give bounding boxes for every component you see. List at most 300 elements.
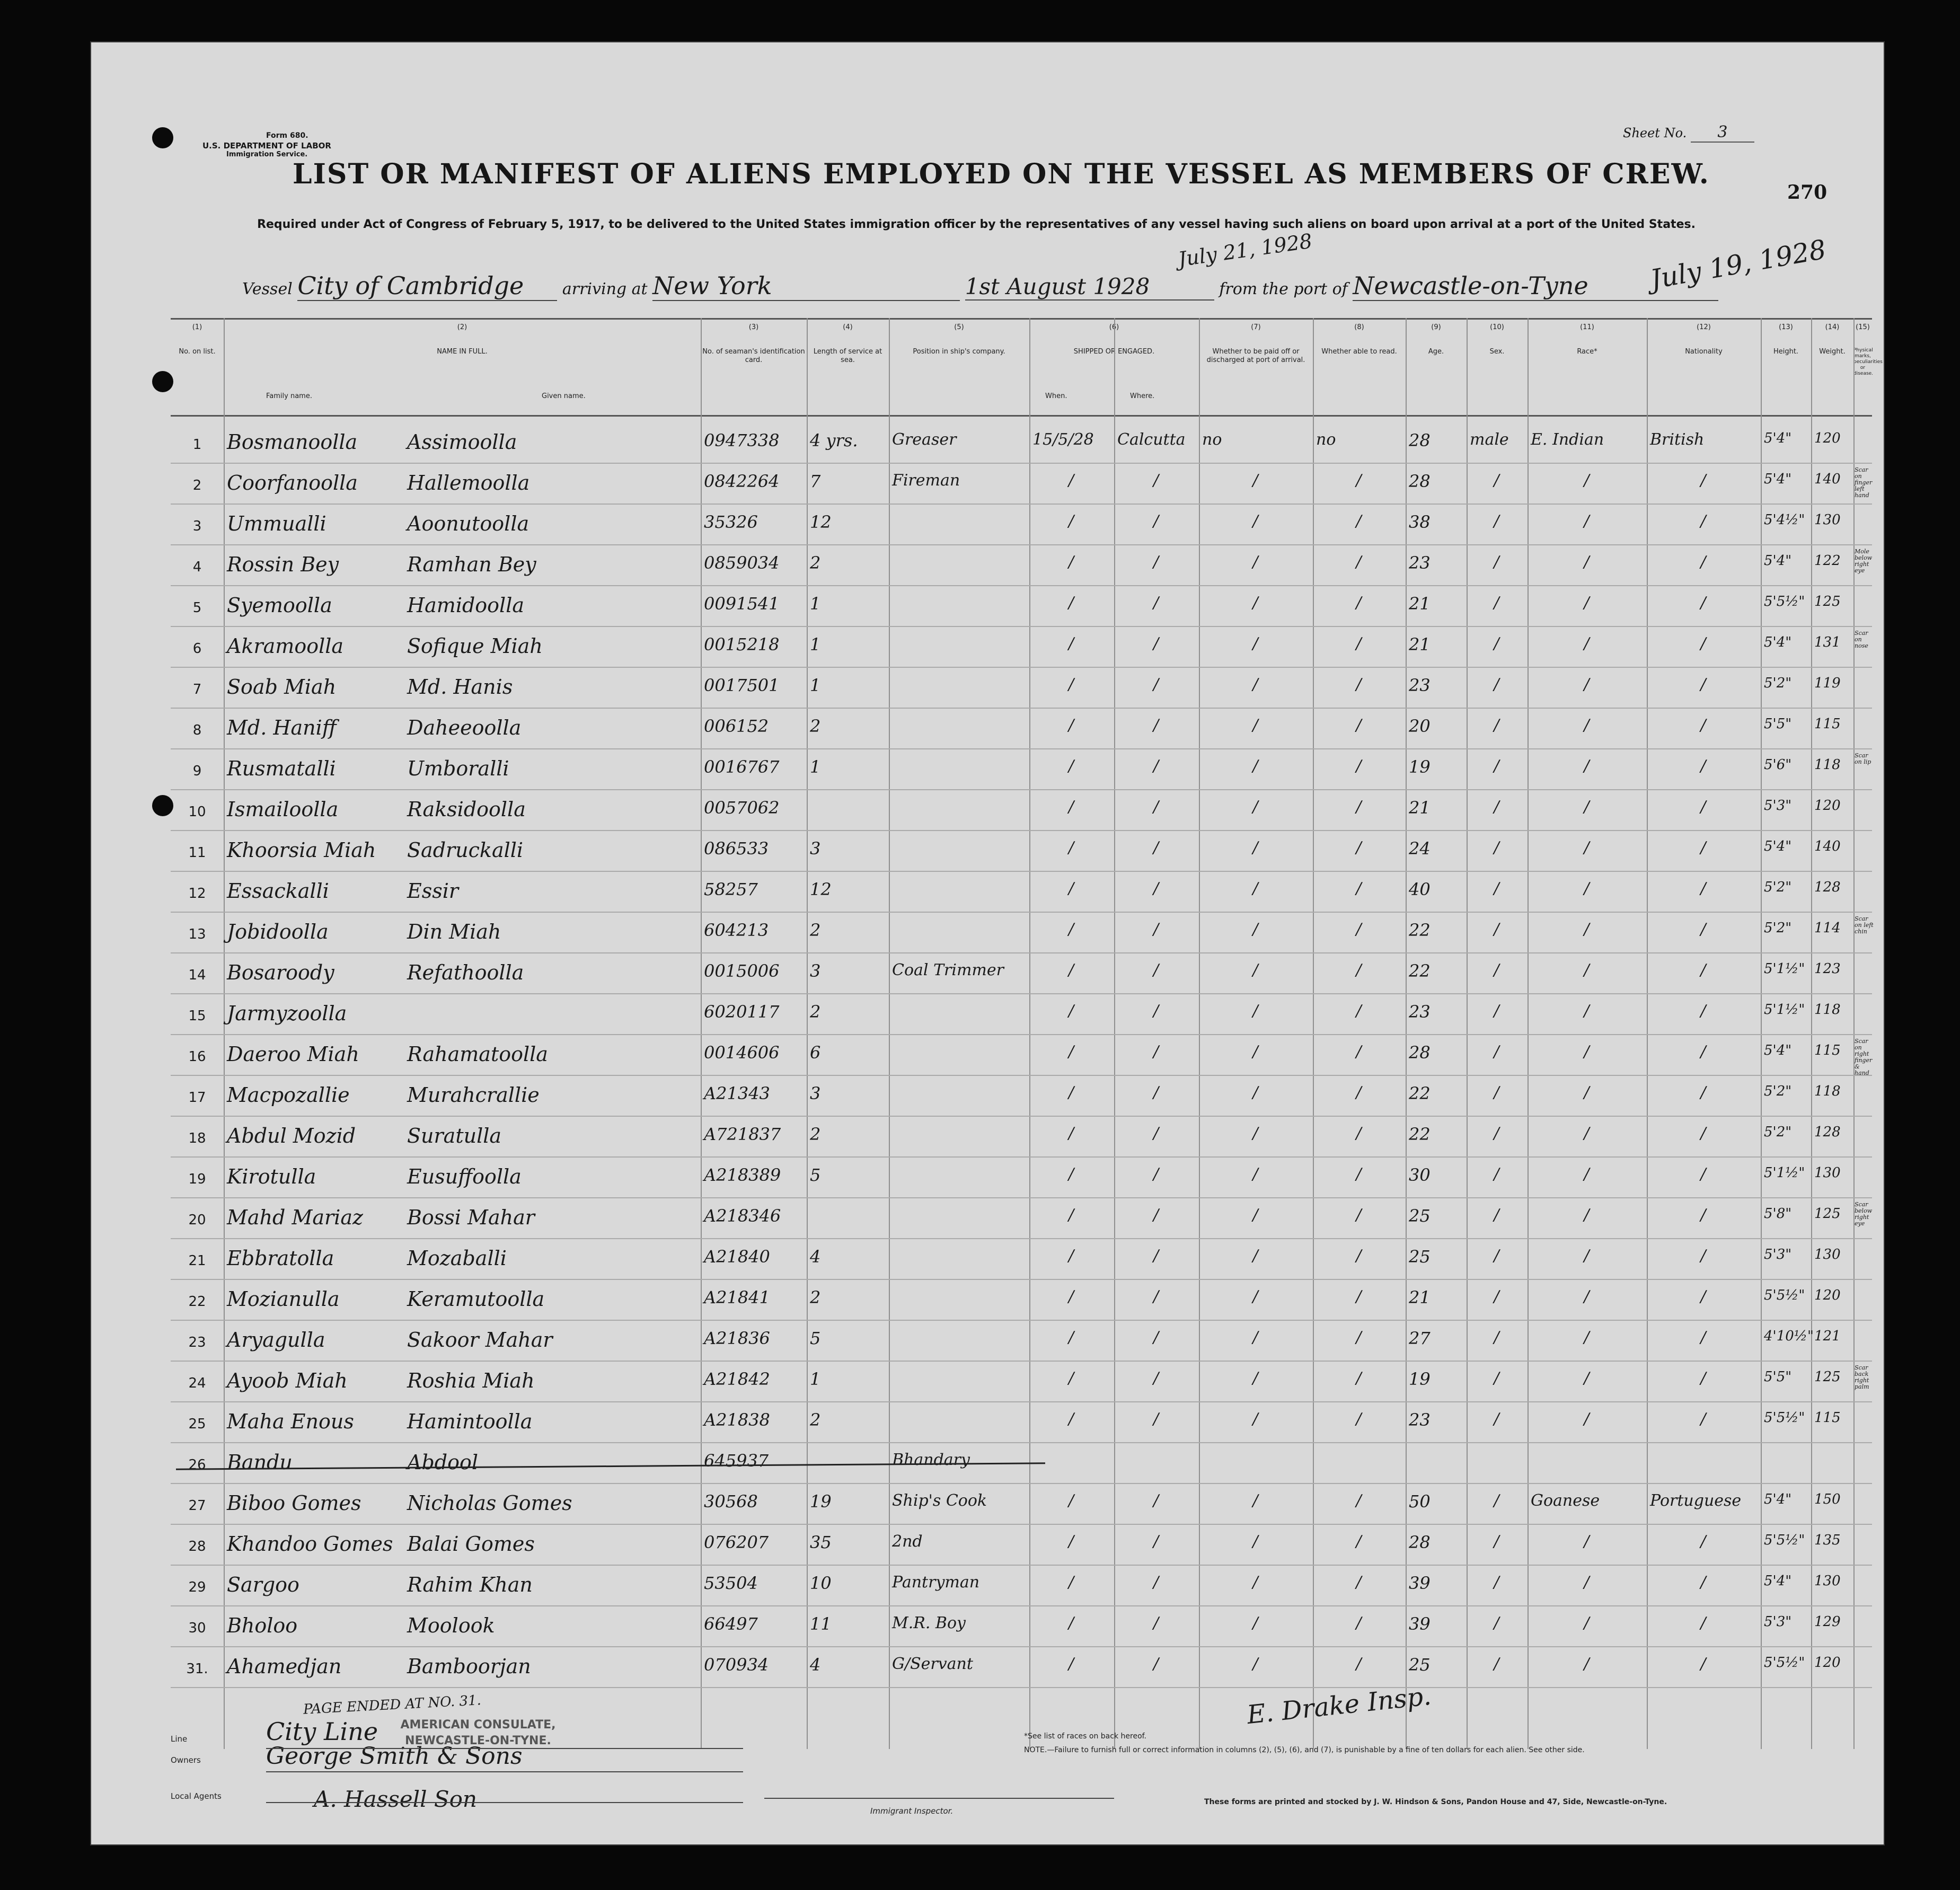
cell-paid	[1202, 757, 1310, 775]
cell-race	[1531, 920, 1644, 939]
ditto-mark: /	[1700, 1573, 1706, 1592]
table-row	[91, 996, 1884, 1037]
table-row	[91, 425, 1884, 466]
cell-weight: 125	[1814, 1369, 1841, 1385]
cell-height: 5'1½"	[1764, 1002, 1805, 1018]
column-header	[1528, 323, 1647, 356]
cell-race	[1531, 1206, 1644, 1224]
ditto-mark: /	[1494, 553, 1499, 571]
ditto-mark: /	[1584, 1532, 1590, 1551]
cell-family: Daeroo Miah	[227, 1043, 359, 1066]
cell-where	[1117, 798, 1196, 816]
cell-where	[1117, 1491, 1196, 1510]
cell-where	[1117, 1165, 1196, 1184]
cell-age: 19	[1409, 757, 1431, 777]
ditto-mark: /	[1153, 1655, 1159, 1673]
ditto-mark: /	[1153, 1124, 1159, 1143]
cell-nat	[1650, 961, 1758, 979]
ditto-mark: /	[1494, 1206, 1499, 1224]
cell-height: 5'5½"	[1764, 1655, 1805, 1671]
column-header	[889, 323, 1029, 356]
ditto-mark: /	[1069, 594, 1074, 612]
ditto-mark: /	[1700, 1043, 1706, 1061]
ditto-mark: /	[1252, 1573, 1258, 1592]
cell-n: 27	[188, 1498, 206, 1514]
punch-hole	[152, 371, 173, 392]
cell-age: 24	[1409, 838, 1431, 859]
cell-position: Greaser	[892, 430, 957, 449]
cell-position: Fireman	[892, 471, 960, 490]
cell-family: Sargoo	[227, 1573, 299, 1596]
cell-height: 5'4½"	[1764, 512, 1805, 528]
cell-n: 17	[188, 1090, 206, 1106]
table-row	[91, 466, 1884, 507]
ditto-mark: /	[1356, 798, 1362, 816]
cell-paid	[1202, 512, 1310, 531]
column-label: Weight.	[1819, 348, 1846, 356]
ditto-mark: /	[1252, 1410, 1258, 1428]
cell-where	[1117, 1614, 1196, 1632]
cell-position: Ship's Cook	[892, 1491, 987, 1510]
cell-where	[1117, 1532, 1196, 1551]
cell-card: A218346	[704, 1206, 781, 1226]
cell-where	[1117, 1369, 1196, 1388]
cell-race	[1531, 1573, 1644, 1592]
ditto-mark: /	[1252, 1655, 1258, 1673]
ditto-mark: /	[1153, 1206, 1159, 1224]
cell-card: 076207	[704, 1532, 769, 1552]
cell-age: 22	[1409, 1124, 1431, 1144]
cell-read	[1316, 1655, 1402, 1673]
cell-paid	[1202, 1247, 1310, 1265]
ditto-mark: /	[1584, 512, 1590, 531]
cell-given: Refathoolla	[407, 961, 524, 984]
ditto-mark: /	[1700, 1247, 1706, 1265]
cell-weight: 128	[1814, 1124, 1841, 1140]
cell-given: Sadruckalli	[407, 838, 524, 862]
cell-sex	[1470, 1655, 1524, 1673]
cell-paid	[1202, 716, 1310, 735]
cell-height: 5'4"	[1764, 471, 1792, 487]
cell-n: 12	[188, 886, 206, 902]
ditto-mark: /	[1069, 961, 1074, 979]
column-number: (5)	[954, 323, 964, 331]
cell-read	[1316, 879, 1402, 898]
ditto-mark: /	[1069, 920, 1074, 939]
cell-service: 1	[810, 675, 821, 695]
column-number: (12)	[1697, 323, 1711, 331]
cell-card: 070934	[704, 1655, 769, 1675]
cell-service: 3	[810, 961, 821, 981]
page-ended-stamp: PAGE ENDED AT NO. 31.	[303, 1692, 482, 1718]
ditto-mark: /	[1252, 1206, 1258, 1224]
ditto-mark: /	[1153, 1287, 1159, 1306]
cell-weight: 131	[1814, 634, 1841, 650]
cell-position: Bhandary	[892, 1451, 970, 1469]
ditto-mark: /	[1700, 838, 1706, 857]
inspector-rule	[764, 1798, 1114, 1799]
cell-given: Balai Gomes	[407, 1532, 535, 1556]
ditto-mark: /	[1252, 1614, 1258, 1632]
line-label: Line	[171, 1734, 188, 1744]
cell-nat	[1650, 1247, 1758, 1265]
cell-n: 29	[188, 1579, 206, 1595]
cell-marks: Scar on finger left hand	[1855, 466, 1873, 499]
cell-n: 26	[188, 1457, 206, 1473]
cell-given: Umboralli	[407, 757, 509, 780]
punch-hole	[152, 127, 173, 148]
cell-card: 30568	[704, 1491, 758, 1512]
cell-race	[1531, 1369, 1644, 1388]
cell-card: 0057062	[704, 798, 780, 818]
cell-service: 2	[810, 1410, 821, 1430]
handwritten-date: July 19, 1928	[1648, 234, 1829, 295]
cell-service: 1	[810, 757, 821, 777]
ditto-mark: /	[1584, 1369, 1590, 1388]
cell-paid	[1202, 1410, 1310, 1428]
cell-weight: 130	[1814, 1165, 1841, 1181]
cell-when	[1032, 1083, 1111, 1102]
ditto-mark: /	[1700, 675, 1706, 694]
ditto-mark: /	[1584, 634, 1590, 653]
cell-where	[1117, 553, 1196, 571]
column-number: (8)	[1354, 323, 1364, 331]
ditto-mark: /	[1252, 757, 1258, 775]
cell-sex	[1470, 798, 1524, 816]
ditto-mark: /	[1494, 1043, 1499, 1061]
cell-position: M.R. Boy	[892, 1614, 966, 1632]
cell-card: 0947338	[704, 430, 780, 451]
cell-nat	[1650, 1655, 1758, 1673]
cell-sex	[1470, 1206, 1524, 1224]
cell-sex	[1470, 1043, 1524, 1061]
cell-age: 21	[1409, 634, 1431, 655]
cell-sex	[1470, 512, 1524, 531]
cell-race: E. Indian	[1531, 430, 1604, 449]
cell-where	[1117, 1247, 1196, 1265]
ditto-mark: /	[1356, 1287, 1362, 1306]
cell-service: 5	[810, 1328, 821, 1348]
cell-sex	[1470, 1573, 1524, 1592]
column-label: Whether able to read.	[1321, 348, 1397, 356]
subheader-when: When.	[1045, 392, 1067, 400]
cell-age: 21	[1409, 1287, 1431, 1308]
ditto-mark: /	[1494, 1165, 1499, 1184]
cell-height: 4'10½"	[1764, 1328, 1814, 1344]
inspector-signature: E. Drake Insp.	[1246, 1681, 1433, 1730]
ditto-mark: /	[1700, 961, 1706, 979]
ditto-mark: /	[1494, 1287, 1499, 1306]
cell-age: 27	[1409, 1328, 1431, 1348]
ditto-mark: /	[1700, 1614, 1706, 1632]
cell-n: 6	[192, 641, 202, 657]
cell-age: 39	[1409, 1573, 1431, 1593]
ditto-mark: /	[1356, 716, 1362, 735]
cell-age: 38	[1409, 512, 1431, 532]
cell-marks: Mole below right eye	[1855, 548, 1873, 574]
cell-nat: Portuguese	[1650, 1491, 1742, 1510]
cell-height: 5'4"	[1764, 1573, 1792, 1589]
cell-height: 5'2"	[1764, 879, 1792, 895]
ditto-mark: /	[1700, 1328, 1706, 1347]
owners-rule	[266, 1748, 743, 1749]
column-header	[1647, 323, 1761, 356]
cell-card: 0842264	[704, 471, 780, 491]
ditto-mark: /	[1356, 961, 1362, 979]
table-row	[91, 629, 1884, 670]
cell-height: 5'5½"	[1764, 594, 1805, 610]
ditto-mark: /	[1069, 798, 1074, 816]
cell-card: 0016767	[704, 757, 780, 777]
cell-family: Ismailoolla	[227, 798, 339, 821]
cell-service: 10	[810, 1573, 832, 1593]
cell-when	[1032, 675, 1111, 694]
cell-read	[1316, 798, 1402, 816]
ditto-mark: /	[1153, 879, 1159, 898]
cell-height: 5'5½"	[1764, 1287, 1805, 1303]
cell-n: 15	[188, 1008, 206, 1024]
cell-sex	[1470, 1410, 1524, 1428]
cell-read	[1316, 838, 1402, 857]
ditto-mark: /	[1153, 838, 1159, 857]
ditto-mark: /	[1494, 1369, 1499, 1388]
ditto-mark: /	[1153, 553, 1159, 571]
ditto-mark: /	[1700, 757, 1706, 775]
cell-weight: 140	[1814, 838, 1841, 854]
ditto-mark: /	[1153, 1165, 1159, 1184]
column-number: (2)	[457, 323, 467, 331]
cell-n: 19	[188, 1171, 206, 1187]
cell-race	[1531, 879, 1644, 898]
cell-nat: British	[1650, 430, 1705, 449]
cell-height: 5'2"	[1764, 1124, 1792, 1140]
ditto-mark: /	[1584, 1043, 1590, 1061]
column-label: Age.	[1428, 348, 1444, 356]
ditto-mark: /	[1700, 553, 1706, 571]
ditto-mark: /	[1069, 1083, 1074, 1102]
table-row	[91, 1364, 1884, 1405]
table-row	[91, 1445, 1884, 1486]
cell-given: Moolook	[407, 1614, 495, 1637]
ditto-mark: /	[1584, 798, 1590, 816]
cell-age: 40	[1409, 879, 1431, 899]
ditto-mark: /	[1494, 471, 1499, 490]
ditto-mark: /	[1584, 838, 1590, 857]
cell-paid	[1202, 1206, 1310, 1224]
column-header	[171, 323, 224, 356]
cell-nat	[1650, 879, 1758, 898]
ditto-mark: /	[1252, 920, 1258, 939]
ditto-mark: /	[1069, 1165, 1074, 1184]
cell-when	[1032, 1532, 1111, 1551]
cell-sex	[1470, 594, 1524, 612]
cell-n: 5	[192, 600, 202, 616]
cell-where	[1117, 920, 1196, 939]
cell-paid	[1202, 1083, 1310, 1102]
cell-age: 22	[1409, 920, 1431, 940]
cell-service: 1	[810, 594, 821, 614]
ditto-mark: /	[1356, 1165, 1362, 1184]
cell-where	[1117, 634, 1196, 653]
table-row	[91, 874, 1884, 915]
column-number: (10)	[1490, 323, 1504, 331]
ditto-mark: /	[1700, 1165, 1706, 1184]
ditto-mark: /	[1153, 1532, 1159, 1551]
cell-height: 5'5"	[1764, 1369, 1792, 1385]
cell-nat	[1650, 1165, 1758, 1184]
manifest-sheet	[90, 41, 1885, 1845]
cell-paid: no	[1202, 430, 1222, 449]
cell-when	[1032, 1002, 1111, 1020]
cell-age: 30	[1409, 1165, 1431, 1185]
cell-card: 0015006	[704, 961, 780, 981]
cell-card: 66497	[704, 1614, 758, 1634]
cell-family: Jarmyzoolla	[227, 1002, 347, 1025]
column-label: Physical marks, peculiarities or disease.	[1853, 348, 1883, 376]
cell-paid	[1202, 1573, 1310, 1592]
table-row	[91, 833, 1884, 874]
ditto-mark: /	[1069, 553, 1074, 571]
cell-given: Raksidoolla	[407, 798, 526, 821]
cell-sex	[1470, 920, 1524, 939]
cell-sex	[1470, 553, 1524, 571]
cell-family: Mozianulla	[227, 1287, 340, 1311]
cell-read	[1316, 634, 1402, 653]
ditto-mark: /	[1069, 1328, 1074, 1347]
cell-service: 12	[810, 879, 832, 899]
ditto-mark: /	[1252, 675, 1258, 694]
column-label: NAME IN FULL.	[437, 348, 488, 356]
cell-race	[1531, 1328, 1644, 1347]
ditto-mark: /	[1153, 716, 1159, 735]
cell-read	[1316, 1410, 1402, 1428]
column-number: (1)	[192, 323, 202, 331]
cell-n: 3	[192, 518, 202, 534]
ditto-mark: /	[1252, 1287, 1258, 1306]
cell-n: 24	[188, 1375, 206, 1391]
cell-weight: 118	[1814, 1002, 1841, 1018]
cell-nat	[1650, 1206, 1758, 1224]
cell-when	[1032, 920, 1111, 939]
cell-service: 1	[810, 634, 821, 655]
cell-nat	[1650, 716, 1758, 735]
cell-weight: 150	[1814, 1491, 1841, 1507]
cell-marks: Scar on nose	[1855, 630, 1868, 649]
ditto-mark: /	[1252, 961, 1258, 979]
ditto-mark: /	[1494, 1491, 1499, 1510]
ditto-mark: /	[1252, 1043, 1258, 1061]
cell-paid	[1202, 594, 1310, 612]
cell-n: 2	[192, 478, 202, 493]
cell-sex	[1470, 1532, 1524, 1551]
cell-race	[1531, 1247, 1644, 1265]
ditto-mark: /	[1700, 1655, 1706, 1673]
cell-service: 7	[810, 471, 821, 491]
cell-given: Aoonutoolla	[407, 512, 529, 535]
column-number: (4)	[843, 323, 853, 331]
column-header	[1811, 323, 1853, 356]
cell-nat	[1650, 1002, 1758, 1020]
cell-paid	[1202, 1614, 1310, 1632]
ditto-mark: /	[1069, 634, 1074, 653]
ditto-mark: /	[1584, 1247, 1590, 1265]
ditto-mark: /	[1584, 594, 1590, 612]
cell-n: 10	[188, 804, 206, 820]
cell-n: 28	[188, 1539, 206, 1555]
cell-service: 3	[810, 1083, 821, 1103]
cell-paid	[1202, 1165, 1310, 1184]
cell-where	[1117, 879, 1196, 898]
column-header	[701, 323, 807, 365]
cell-age: 28	[1409, 1532, 1431, 1552]
cell-nat	[1650, 798, 1758, 816]
cell-read	[1316, 961, 1402, 979]
cell-where	[1117, 1083, 1196, 1102]
table-row	[91, 1119, 1884, 1160]
agents-rule	[266, 1802, 743, 1803]
cell-card: 604213	[704, 920, 769, 940]
ditto-mark: /	[1700, 1369, 1706, 1388]
cell-n: 7	[192, 682, 202, 697]
ditto-mark: /	[1356, 634, 1362, 653]
cell-weight: 115	[1814, 716, 1841, 732]
cell-read	[1316, 1124, 1402, 1143]
cell-read: no	[1316, 430, 1336, 449]
cell-nat	[1650, 1287, 1758, 1306]
cell-service: 2	[810, 716, 821, 736]
cell-marks: Scar on lip	[1855, 752, 1871, 765]
cell-sex	[1470, 1083, 1524, 1102]
ditto-mark: /	[1700, 1124, 1706, 1143]
cell-where	[1117, 1655, 1196, 1673]
cell-paid	[1202, 961, 1310, 979]
cell-race	[1531, 1287, 1644, 1306]
ditto-mark: /	[1153, 1043, 1159, 1061]
cell-when	[1032, 1165, 1111, 1184]
owners-value: George Smith & Sons	[266, 1743, 523, 1770]
cell-weight: 122	[1814, 553, 1841, 569]
cell-where	[1117, 512, 1196, 531]
cell-given: Eusuffoolla	[407, 1165, 522, 1188]
cell-race	[1531, 553, 1644, 571]
cell-service: 6	[810, 1043, 821, 1063]
cell-read	[1316, 594, 1402, 612]
cell-card: 6020117	[704, 1002, 780, 1022]
cell-card: 0091541	[704, 594, 780, 614]
cell-paid	[1202, 879, 1310, 898]
ditto-mark: /	[1700, 1287, 1706, 1306]
cell-paid	[1202, 1491, 1310, 1510]
cell-read	[1316, 757, 1402, 775]
ditto-mark: /	[1069, 471, 1074, 490]
cell-family: Rossin Bey	[227, 553, 339, 576]
cell-age: 22	[1409, 961, 1431, 981]
cell-where	[1117, 675, 1196, 694]
cell-race	[1531, 594, 1644, 612]
cell-when	[1032, 1206, 1111, 1224]
cell-height: 5'3"	[1764, 798, 1792, 814]
ditto-mark: /	[1584, 920, 1590, 939]
cell-position: Pantryman	[892, 1573, 980, 1592]
cell-read	[1316, 1247, 1402, 1265]
cell-race	[1531, 675, 1644, 694]
cell-height: 5'4"	[1764, 1491, 1792, 1507]
cell-given: Roshia Miah	[407, 1369, 535, 1392]
cell-read	[1316, 920, 1402, 939]
ditto-mark: /	[1584, 1573, 1590, 1592]
cell-when	[1032, 757, 1111, 775]
cell-height: 5'3"	[1764, 1247, 1792, 1262]
